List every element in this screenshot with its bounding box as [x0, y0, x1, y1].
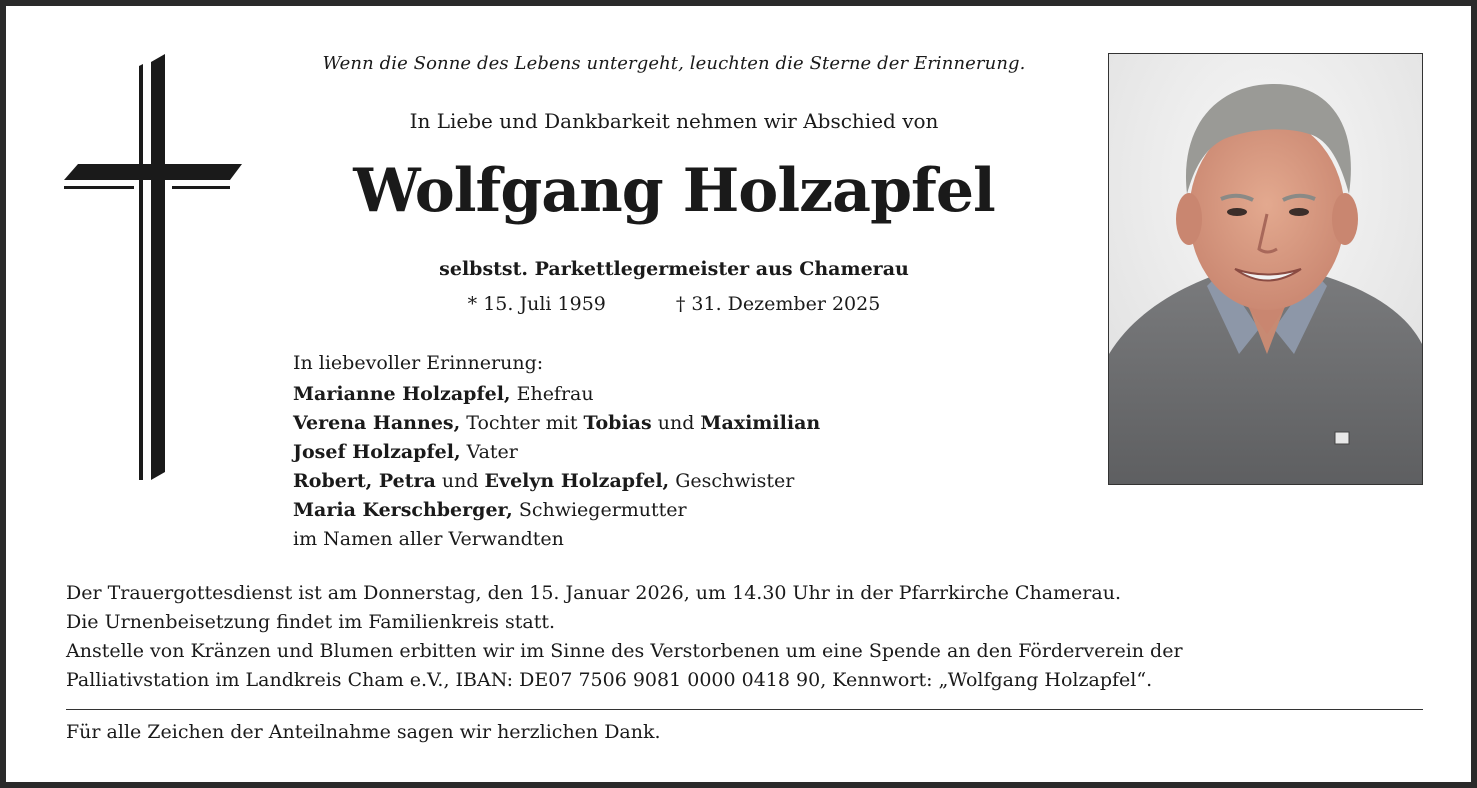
- mourner-role: Geschwister: [669, 470, 795, 492]
- mourner-role: Ehefrau: [510, 383, 594, 405]
- mourner-line: im Namen aller Verwandten: [293, 528, 564, 550]
- info-line: Palliativstation im Landkreis Cham e.V., IBAN: DE07 7506 9081 0000 0418 90, Kennwort: „Wolfgang Holzapfel“.: [66, 669, 1153, 691]
- deceased-profession: selbstst. Parkettlegermeister aus Chamerau: [439, 258, 909, 280]
- intro-text: In Liebe und Dankbarkeit nehmen wir Abschied von: [409, 109, 939, 133]
- service-info: [66, 579, 1446, 695]
- cross-icon: [64, 54, 244, 480]
- info-line: Die Urnenbeisetzung findet im Familienkreis statt.: [66, 611, 556, 633]
- mourner-name: Maria Kerschberger,: [293, 499, 513, 521]
- deceased-name: Wolfgang Holzapfel: [353, 156, 995, 226]
- mourner-line: Robert, Petra und Evelyn Holzapfel, Geschwister: [293, 470, 795, 492]
- mourner-role: Schwiegermutter: [512, 499, 687, 521]
- mourner-name: Verena Hannes,: [293, 412, 461, 434]
- mourners-heading: In liebevoller Erinnerung:: [293, 352, 544, 374]
- mourner-line: [293, 438, 820, 467]
- mourner-name: Maximilian: [700, 412, 821, 434]
- info-line: Der Trauergottesdienst ist am Donnerstag, den 15. Januar 2026, um 14.30 Uhr in der Pfarrkirche Chamerau.: [66, 582, 1121, 604]
- mourner-name: Marianne Holzapfel,: [293, 383, 511, 405]
- mourner-name: Evelyn Holzapfel,: [484, 470, 670, 492]
- divider: [66, 709, 1423, 710]
- thanks-text: Für alle Zeichen der Anteilnahme sagen wir herzlichen Dank.: [66, 721, 661, 743]
- mourner-line: [293, 380, 820, 409]
- birth-date: * 15. Juli 1959: [467, 293, 606, 315]
- mourner-role: Vater: [460, 441, 518, 463]
- mourner-name: Josef Holzapfel,: [293, 441, 461, 463]
- mourner-name: Robert, Petra: [293, 470, 436, 492]
- mourner-line: [293, 496, 820, 525]
- mourners-list: [293, 349, 820, 554]
- info-line: Anstelle von Kränzen und Blumen erbitten wir im Sinne des Verstorbenen um eine Spende an den Förderverein der: [66, 640, 1183, 662]
- mourner-name: Tobias: [583, 412, 652, 434]
- mourner-line: Verena Hannes, Tochter mit Tobias und Maximilian: [293, 412, 821, 434]
- life-dates: [246, 293, 1102, 315]
- portrait-photo: [1108, 53, 1423, 485]
- death-date: † 31. Dezember 2025: [675, 293, 881, 315]
- motto-text: Wenn die Sonne des Lebens untergeht, leuchten die Sterne der Erinnerung.: [322, 53, 1026, 74]
